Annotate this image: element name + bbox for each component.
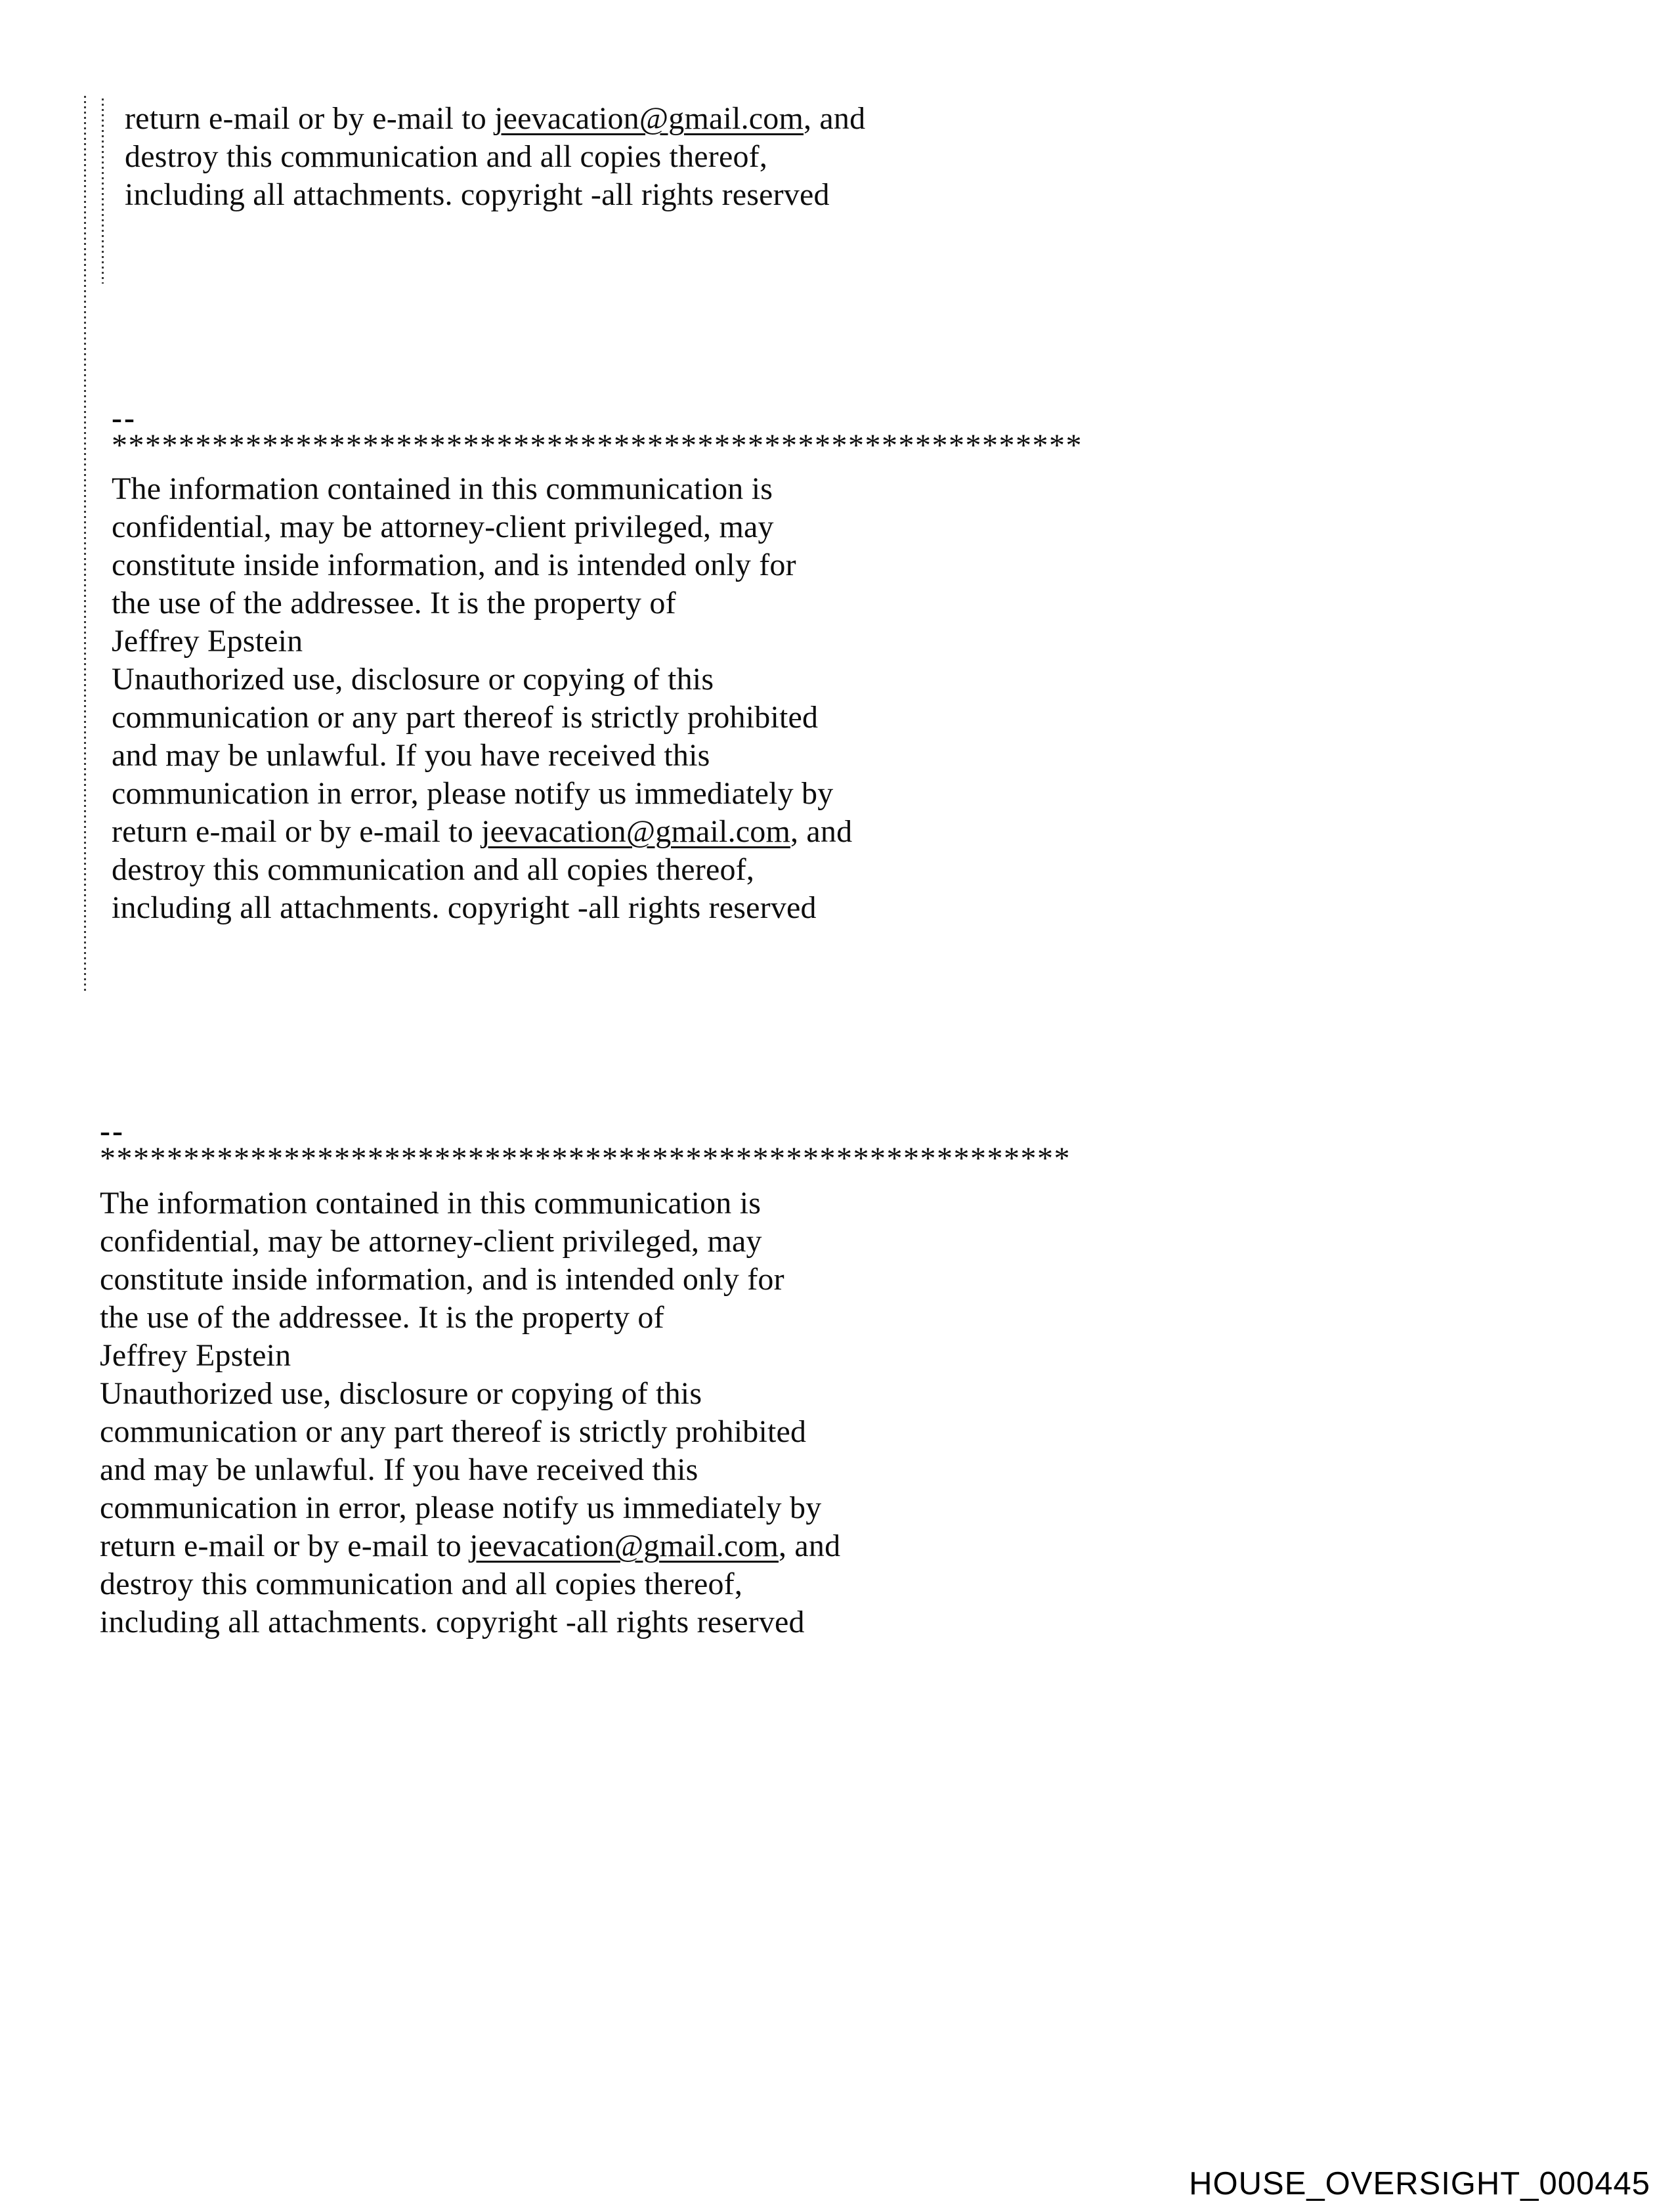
disclaimer-line-email — [125, 100, 865, 138]
quoted-disclaimer-fragment — [125, 100, 865, 214]
signature-separator: -- — [100, 1114, 125, 1148]
quote-border-inner — [102, 98, 104, 284]
disclaimer-line: The information contained in this communication is — [100, 1186, 762, 1221]
disclaimer-line: including all attachments. copyright -all rights reserved — [125, 177, 830, 212]
disclaimer-line: The information contained in this communication is — [112, 471, 773, 506]
email-line-suffix: , and — [779, 1529, 841, 1563]
disclaimer-line: destroy this communication and all copies thereof, — [125, 139, 768, 174]
disclaimer-line: destroy this communication and all copies thereof, — [112, 852, 755, 887]
disclaimer-line: Jeffrey Epstein — [112, 624, 303, 659]
email-link[interactable]: jeevacation@gmail.com — [481, 814, 791, 849]
email-link[interactable]: jeevacation@gmail.com — [494, 101, 804, 136]
disclaimer-line: communication in error, please notify us immediately by — [100, 1490, 822, 1525]
disclaimer-block — [112, 470, 852, 927]
disclaimer-line: the use of the addressee. It is the property of — [112, 586, 676, 620]
disclaimer-line: Jeffrey Epstein — [100, 1338, 291, 1373]
asterisk-divider: ********************************************************** — [112, 428, 1083, 463]
disclaimer-line: confidential, may be attorney-client privileged, may — [112, 510, 774, 544]
disclaimer-line-email — [100, 1527, 840, 1565]
disclaimer-line: destroy this communication and all copies thereof, — [100, 1567, 743, 1601]
disclaimer-line: and may be unlawful. If you have received this — [100, 1452, 698, 1487]
signature-separator: -- — [112, 401, 137, 435]
disclaimer-line: constitute inside information, and is intended only for — [112, 548, 796, 582]
disclaimer-line: Unauthorized use, disclosure or copying of this — [112, 662, 714, 697]
disclaimer-line: communication or any part thereof is strictly prohibited — [112, 700, 819, 735]
disclaimer-line-email — [112, 813, 852, 851]
email-line-prefix: return e-mail or by e-mail to — [100, 1529, 470, 1563]
disclaimer-line: including all attachments. copyright -all rights reserved — [100, 1605, 805, 1639]
disclaimer-line: the use of the addressee. It is the property of — [100, 1300, 664, 1335]
email-line-suffix: , and — [804, 101, 866, 136]
disclaimer-line: Unauthorized use, disclosure or copying of this — [100, 1376, 702, 1411]
disclaimer-line: and may be unlawful. If you have received this — [112, 738, 710, 773]
bates-number: HOUSE_OVERSIGHT_000445 — [1189, 2166, 1650, 2201]
disclaimer-line: constitute inside information, and is intended only for — [100, 1262, 784, 1297]
disclaimer-line: communication in error, please notify us immediately by — [112, 776, 834, 811]
disclaimer-block — [100, 1184, 840, 1641]
email-line-suffix: , and — [790, 814, 853, 849]
quote-border-outer — [84, 96, 86, 993]
email-line-prefix: return e-mail or by e-mail to — [112, 814, 482, 849]
email-line-prefix: return e-mail or by e-mail to — [125, 101, 495, 136]
disclaimer-line: communication or any part thereof is strictly prohibited — [100, 1414, 807, 1449]
disclaimer-line: including all attachments. copyright -all rights reserved — [112, 890, 817, 925]
disclaimer-line: confidential, may be attorney-client privileged, may — [100, 1224, 762, 1259]
asterisk-divider: ********************************************************** — [100, 1141, 1071, 1176]
email-link[interactable]: jeevacation@gmail.com — [469, 1529, 779, 1563]
